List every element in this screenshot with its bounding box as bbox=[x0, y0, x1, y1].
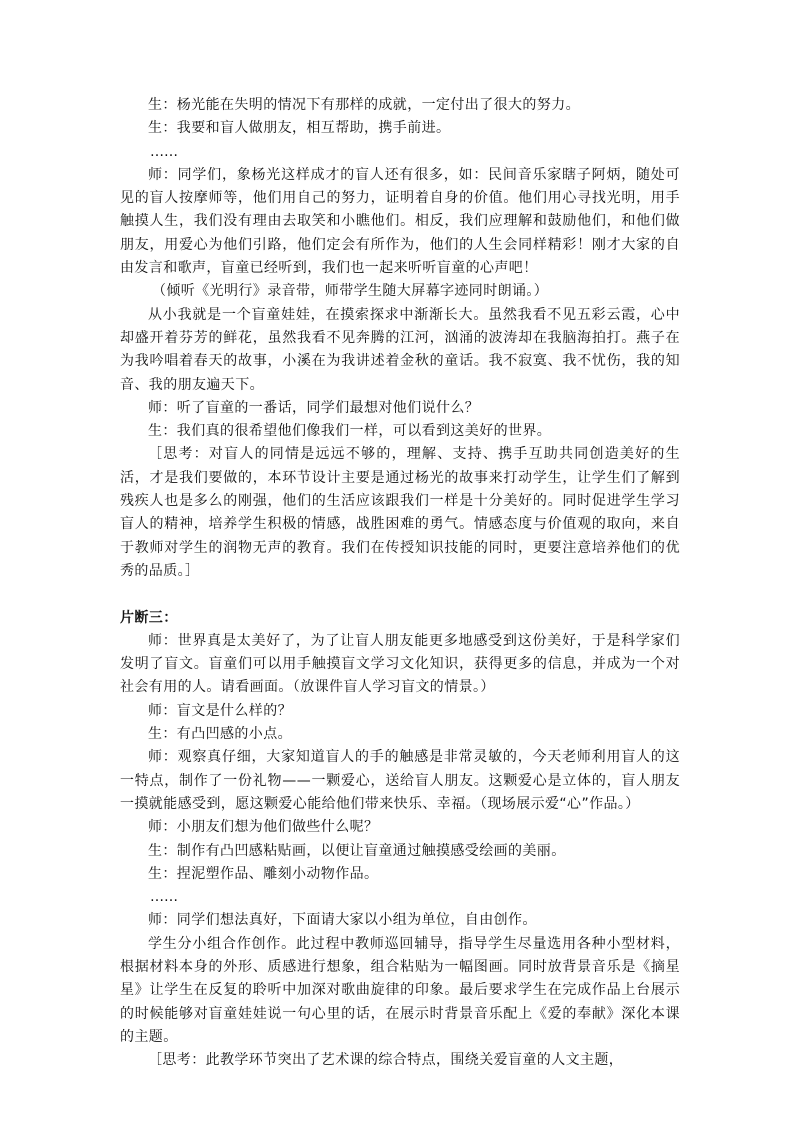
spacer bbox=[120, 583, 680, 606]
paragraph: 生：有凸凹感的小点。 bbox=[148, 726, 292, 743]
paragraph: 学生分小组合作创作。此过程中教师巡回辅导，指导学生尽量选用各种小型材料，根据材料本身的外形、质感进行想象，组合粘贴为一幅图画。同时放背景音乐是《摘星星》让学生在反复的聆听中加深对歌曲旋律的印象。最后要求学生在完成作品上台展示的时候能够对盲童娃娃说一句心里的话，在展示时背景音乐配上《爱的奉献》深化本课的主题。 bbox=[120, 935, 680, 1045]
paragraph: 师：盲文是什么样的？ bbox=[148, 702, 292, 719]
ellipsis: …… bbox=[150, 889, 178, 906]
paragraph: 师：听了盲童的一番话，同学们最想对他们说什么？ bbox=[148, 399, 480, 416]
paragraph: 生：制作有凸凹感粘贴画，以便让盲童通过触摸感受绘画的美丽。 bbox=[148, 842, 566, 859]
document-page bbox=[120, 94, 680, 1072]
paragraph: （倾听《光明行》录音带，师带学生随大屏幕字迹同时朗诵。） bbox=[152, 283, 549, 300]
paragraph: 生：捏泥塑作品、雕刻小动物作品。 bbox=[148, 865, 379, 882]
paragraph: 生：我们真的很希望他们像我们一样，可以看到这美好的世界。 bbox=[148, 423, 552, 440]
paragraph: 师：小朋友们想为他们做些什么呢？ bbox=[148, 819, 379, 836]
paragraph: 生：杨光能在失明的情况下有那样的成就，一定付出了很大的努力。 bbox=[148, 97, 580, 113]
ellipsis: …… bbox=[150, 143, 178, 160]
reflection-paragraph: ［思考：对盲人的同情是远远不够的，理解、支持、携手互助共同创造美好的生活，才是我们要做的，本环节设计主要是通过杨光的故事来打动学生，让学生们了解到残疾人也是多么的刚强，他们的生活应该跟我们一样是十分美好的。同时促进学生学习盲人的精神，培养学生积极的情感，战胜困难的勇气。情感态度与价值观的取向，来自于教师对学生的润物无声的教育。我们在传授知识技能的同时，更要注意培养他们的优秀的品质。］ bbox=[120, 446, 680, 579]
paragraph: 师：同学们想法真好，下面请大家以小组为单位，自由创作。 bbox=[148, 912, 537, 929]
paragraph: 从小我就是一个盲童娃娃，在摸索探求中渐渐长大。虽然我看不见五彩云霞，心中却盛开着芬芳的鲜花，虽然我看不见奔腾的江河，汹涌的波涛却在我脑海拍打。燕子在为我吟唱着春天的故事，小溪在为我讲述着金秋的童话。我不寂寞、我不忧伤，我的知音、我的朋友遍天下。 bbox=[120, 306, 680, 393]
paragraph: 师：世界真是太美好了，为了让盲人朋友能更多地感受到这份美好，于是科学家们发明了盲文。盲童们可以用手触摸盲文学习文化知识，获得更多的信息，并成为一个对社会有用的人。请看画面。（放课件盲人学习盲文的情景。） bbox=[120, 632, 680, 696]
reflection-paragraph: ［思考：此教学环节突出了艺术课的综合特点，围绕关爱盲童的人文主题， bbox=[148, 1052, 624, 1069]
paragraph: 师：观察真仔细，大家知道盲人的手的触感是非常灵敏的，今天老师利用盲人的这一特点，制作了一份礼物——一颗爱心，送给盲人朋友。这颗爱心是立体的，盲人朋友一摸就能感受到，愿这颗爱心能给他们带来快乐、幸福。（现场展示爱“心”作品。） bbox=[120, 749, 680, 812]
section-heading: 片断三： bbox=[120, 609, 178, 626]
paragraph: 生：我要和盲人做朋友，相互帮助，携手前进。 bbox=[148, 120, 451, 137]
paragraph: 师：同学们，象杨光这样成才的盲人还有很多，如：民间音乐家瞎子阿炳，随处可见的盲人按摩师等，他们用自己的努力，证明着自身的价值。他们用心寻找光明，用手触摸人生，我们没有理由去取笑和小瞧他们。相反，我们应理解和鼓励他们，和他们做朋友，用爱心为他们引路，他们定会有所作为，他们的人生会同样精彩！刚才大家的自由发言和歌声，盲童已经听到，我们也一起来听听盲童的心声吧！ bbox=[120, 166, 680, 277]
